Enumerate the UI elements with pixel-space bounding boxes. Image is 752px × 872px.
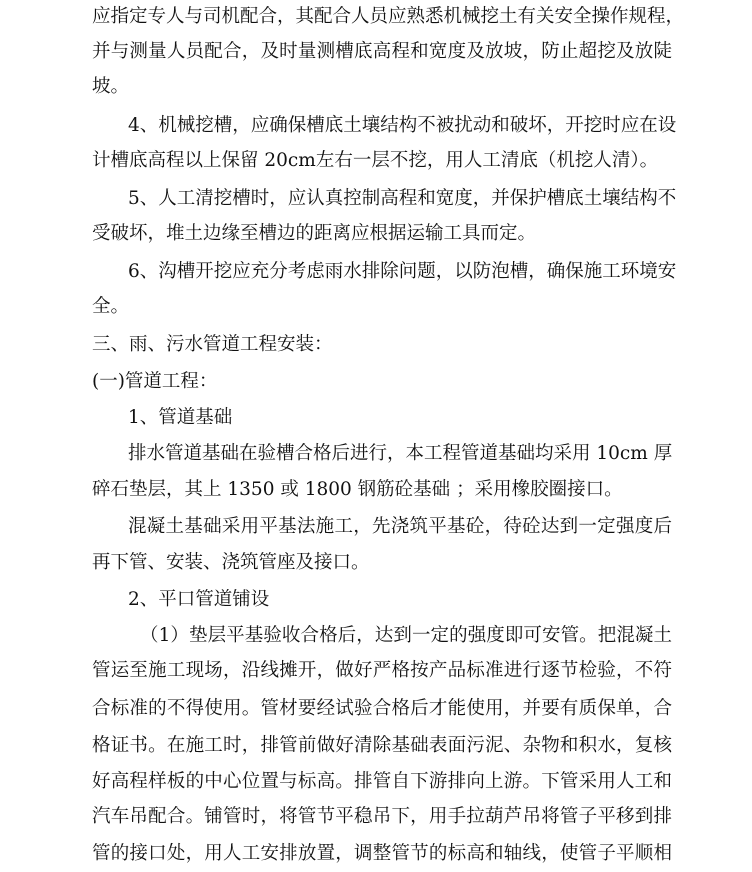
text-line: 并与测量人员配合，及时量测槽底高程和宽度及放坡，防止超挖及放陡 [92, 41, 672, 62]
section-heading: 三、雨、污水管道工程安装： [92, 334, 333, 355]
text-line: （1）垫层平基验收合格后，达到一定的强度即可安管。把混凝土 [140, 625, 672, 646]
text-line: 格证书。在施工时，排管前做好清除基础表面污泥、杂物和积水，复核 [92, 735, 672, 756]
text-line: 合标准的不得使用。管材要经试验合格后才能使用，并要有质保单，合 [92, 698, 672, 719]
text-line: 排水管道基础在验槽合格后进行，本工程管道基础均采用 10cm 厚 [128, 443, 673, 464]
text-line: 应指定专人与司机配合，其配合人员应熟悉机械挖土有关安全操作规程， [92, 6, 685, 27]
subsection-heading: (一)管道工程： [92, 371, 218, 392]
text-line: 碎石垫层，其上 1350 或 1800 钢筋砼基础 ；采用橡胶圈接口。 [92, 479, 623, 500]
text-line: 再下管、安装、浇筑管座及接口。 [92, 552, 370, 573]
text-line: 汽车吊配合。铺管时，将管节平稳吊下，用手拉葫芦吊将管子平移到排 [92, 806, 672, 827]
subsection-heading: 2、平口管道铺设 [128, 589, 270, 610]
text-line: 5、人工清挖槽时，应认真控制高程和宽度，并保护槽底土壤结构不 [128, 188, 677, 209]
text-line: 管运至施工现场，沿线摊开，做好严格按产品标准进行逐节检验，不符 [92, 660, 672, 681]
text-line: 全。 [92, 296, 130, 317]
text-line: 好高程样板的中心位置与标高。排管自下游排向上游。下管采用人工和 [92, 771, 672, 792]
text-line: 坡。 [92, 76, 130, 97]
text-line: 计槽底高程以上保留 20cm左右一层不挖，用人工清底（机挖人清）。 [92, 150, 659, 171]
text-line: 4、机械挖槽，应确保槽底土壤结构不被扰动和破坏，开挖时应在设 [128, 115, 677, 136]
text-line: 受破坏，堆土边缘至槽边的距离应根据运输工具而定。 [92, 223, 537, 244]
text-line: 管的接口处，用人工安排放置，调整管节的标高和轴线，使管子平顺相 [92, 843, 672, 864]
text-line: 6、沟槽开挖应充分考虑雨水排除问题，以防泡槽，确保施工环境安 [128, 261, 677, 282]
text-line: 混凝土基础采用平基法施工，先浇筑平基砼，待砼达到一定强度后 [128, 516, 672, 537]
subsection-heading: 1、管道基础 [128, 407, 233, 428]
